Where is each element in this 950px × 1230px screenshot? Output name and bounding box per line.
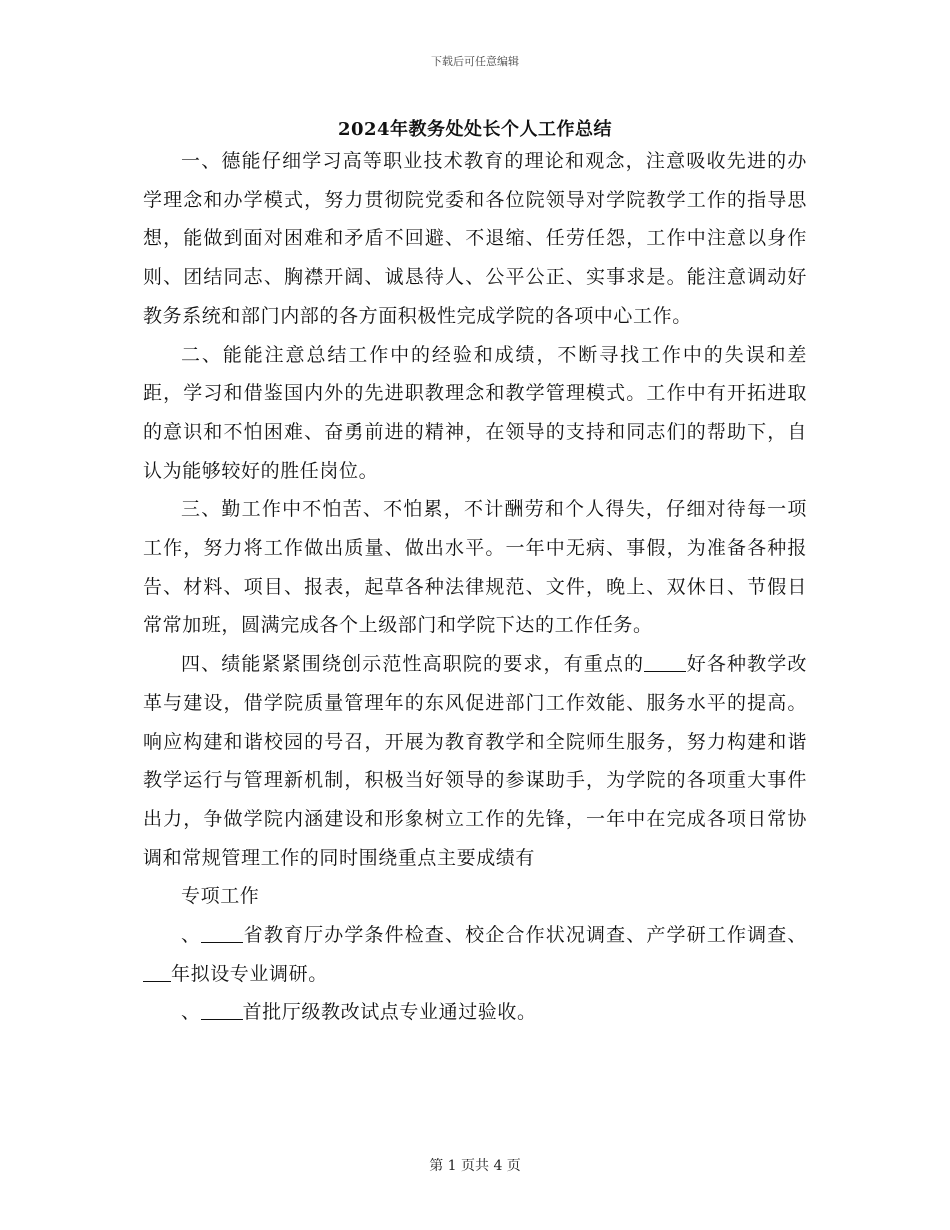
fill-in-blank (143, 962, 171, 982)
item-acceptance-text: 首批厅级教改试点专业通过验收。 (242, 1001, 537, 1024)
paragraph-special-work-heading: 专项工作 (181, 885, 260, 908)
page-title: 2024年教务处处长个人工作总结 (337, 119, 613, 140)
paragraph-diligence: 三、勤工作中不怕苦、不怕累，不计酬劳和个人得失，仔细对待每一项工作，努力将工作做出质量、做出水平。一年中无病、事假，为准备各种报告、材料、项目、报表，起草各种法律规范、文件，晚上、双休日、节假日常常加班，圆满完成各个上级部门和学院下达的工作任务。 (143, 498, 807, 637)
paragraph-achievement-rest: 好各种教学改革与建设，借学院质量管理年的东风促进部门工作效能、服务水平的提高。响应构建和谐校园的号召，开展为教育教学和全院师生服务，努力构建和谐教学运行与管理新机制，积极当好领导的参谋助手，为学院的各项重大事件出力，争做学院内涵建设和形象树立工作的先锋，一年中在完成各项日常协调和常规管理工作的同时围绕重点主要成绩有 (143, 653, 807, 869)
document-body (143, 142, 807, 1032)
item-prefix: 、 (181, 1001, 201, 1024)
page-footer: 第 1 页共 4 页 (429, 1158, 521, 1174)
fill-in-blank (644, 652, 686, 672)
paragraph-item-inspection (143, 916, 807, 993)
paragraph-ability: 二、能能注意总结工作中的经验和成绩，不断寻找工作中的失误和差距，学习和借鉴国内外的先进职教理念和教学管理模式。工作中有开拓进取的意识和不怕困难、奋勇前进的精神，在领导的支持和同志们的帮助下，自认为能够较好的胜任岗位。 (143, 343, 807, 482)
paragraph-morality: 一、德能仔细学习高等职业技术教育的理论和观念，注意吸收先进的办学理念和办学模式，努力贯彻院党委和各位院领导对学院教学工作的指导思想，能做到面对困难和矛盾不回避、不退缩、任劳任怨，工作中注意以身作则、团结同志、胸襟开阔、诚恳待人、公平公正、实事求是。能注意调动好教务系统和部门内部的各方面积极性完成学院的各项中心工作。 (143, 150, 807, 327)
item-inspection-end: 年拟设专业调研。 (171, 962, 328, 985)
paragraph-achievement-start: 四、绩能紧紧围绕创示范性高职院的要求，有重点的 (181, 653, 645, 676)
item-prefix: 、 (181, 924, 202, 947)
fill-in-blank (201, 1000, 243, 1020)
paragraph-achievement (143, 645, 807, 877)
page-header: 下载后可任意编辑 (431, 55, 519, 68)
fill-in-blank (201, 923, 243, 943)
item-inspection-text: 省教育厅办学条件检查、校企合作状况调查、产学研工作调查、 (243, 924, 807, 947)
paragraph-item-acceptance (143, 993, 807, 1032)
